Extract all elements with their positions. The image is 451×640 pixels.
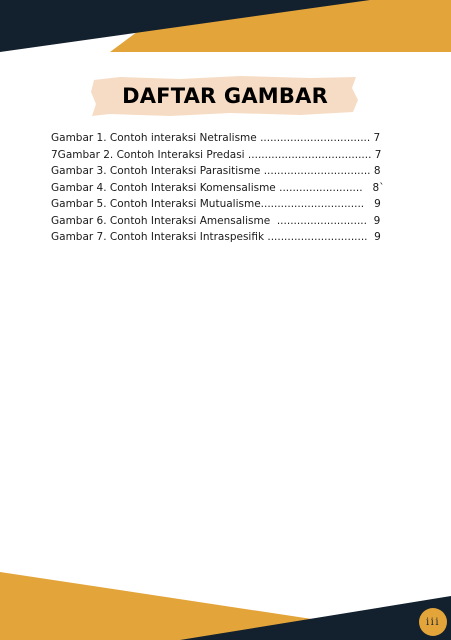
figure-list-item[interactable]: Gambar 3. Contoh Interaksi Parasitisme ................................ 8 <box>51 165 381 177</box>
figure-list <box>51 130 401 246</box>
figure-list-item[interactable]: 7Gambar 2. Contoh Interaksi Predasi ..................................... 7 <box>51 148 382 161</box>
figure-list-item[interactable]: Gambar 5. Contoh Interaksi Mutualisme............................... 9 <box>51 198 381 210</box>
figure-list-item[interactable]: Gambar 1. Contoh interaksi Netralisme ................................. 7 <box>51 132 381 144</box>
figure-list-item[interactable]: Gambar 7. Contoh Interaksi Intraspesifik .............................. 9 <box>51 231 381 243</box>
page-title: DAFTAR GAMBAR <box>122 84 328 108</box>
figure-list-item[interactable]: Gambar 6. Contoh Interaksi Amensalisme ........................... 9 <box>51 214 381 227</box>
figure-list-item[interactable]: Gambar 4. Contoh Interaksi Komensalisme ......................... 8` <box>51 181 385 194</box>
title-banner <box>90 74 360 118</box>
page-number: iii <box>425 616 441 628</box>
